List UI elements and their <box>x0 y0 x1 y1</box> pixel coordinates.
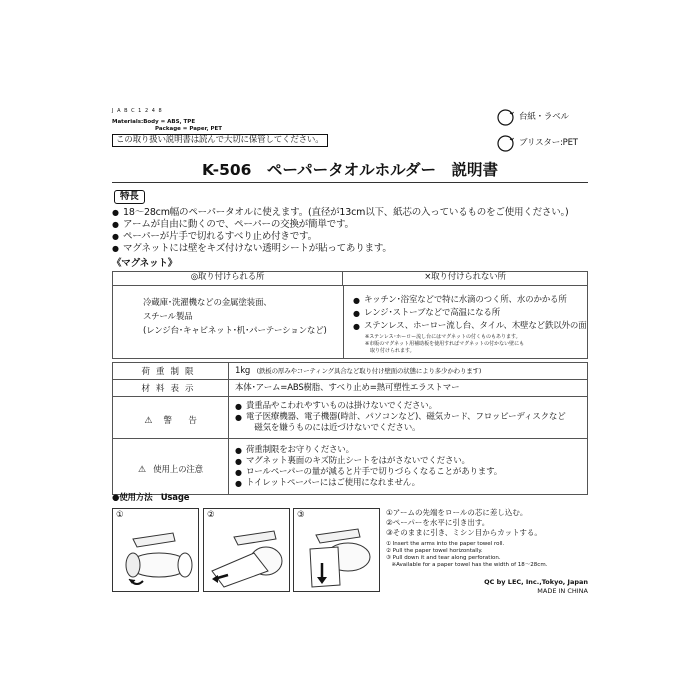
warning-icon: ⚠ <box>144 416 153 426</box>
recycle-plastic <box>497 135 578 152</box>
warning-label-cell <box>113 397 229 439</box>
feature-item: ● アームが自由に動くので、ペーパーの交換が簡単です。 <box>112 219 592 231</box>
caution-item: ● マグネット裏面のキズ防止シートをはがさないでください。 <box>235 456 587 467</box>
usage-steps-jp <box>386 508 586 538</box>
barcode-text: J A B C 1 2 4 8 <box>112 108 163 114</box>
ok-list <box>143 296 343 338</box>
page-title: K-506 ペーパータオルホルダー 説明書 <box>201 161 499 179</box>
usage-step-en: ③ Pull down it and tear along perforation. <box>386 555 501 561</box>
tear-down-illustration <box>294 509 381 593</box>
frame-number: ③ <box>297 510 305 520</box>
caution-item: ● 荷重制限をお守りください。 <box>235 445 587 456</box>
magnet-heading: 《マグネット》 <box>112 258 178 269</box>
load-note: (鉄板の厚みやコーティング具合など取り付け壁面の状態により多少かわります) <box>256 366 482 375</box>
usage-frame-2 <box>203 508 290 592</box>
usage-frame-1 <box>112 508 199 592</box>
frame-number: ① <box>116 510 124 520</box>
caution-label-cell <box>113 439 229 495</box>
warning-item: ● 電子医療機器、電子機器(時計、パソコンなど)、磁気カード、フロッピーディスクなど <box>235 412 587 423</box>
title-divider <box>112 182 588 183</box>
load-label: 荷重制限 <box>113 363 229 380</box>
caution-item: ● トイレットペーパーにはご使用になれません。 <box>235 478 587 489</box>
keep-notice: この取り扱い説明書は読んで大切に保管してください。 <box>112 134 328 147</box>
paper-recycle-icon <box>497 109 514 126</box>
warning-item: ● 貴重品やこわれやすいものは掛けないでください。 <box>235 401 587 412</box>
ng-list <box>353 294 589 333</box>
warning-label: 警 告 <box>163 416 197 426</box>
load-cell <box>229 363 588 380</box>
spec-table <box>112 362 588 495</box>
recycle-paper <box>497 109 569 126</box>
warning-item: 磁気を嫌うものには近づけないでください。 <box>246 423 421 433</box>
ok-line: 冷蔵庫･洗濯機などの金属塗装面、 <box>143 298 272 308</box>
usage-step-jp: ②ペーパーを水平に引き出す。 <box>386 518 490 527</box>
ng-item: ● キッチン･浴室などで特に水滴のつく所、水のかかる所 <box>353 294 589 307</box>
usage-step-en: ② Pull the paper towel horizontally. <box>386 548 483 554</box>
feature-item: ● 18～28cm幅のペーパータオルに使えます。(直径が13cm以下、紙芯の入っているものをご使用ください。) <box>112 207 592 219</box>
spec-row-caution <box>113 439 588 495</box>
magnet-divider <box>343 286 344 358</box>
recycle-paper-label: 台紙・ラベル <box>519 112 569 122</box>
ng-item: ● レンジ･ストーブなどで高温になる所 <box>353 307 589 320</box>
spec-row-warning <box>113 397 588 439</box>
feature-item: ● マグネットには壁をキズ付けない透明シートが貼ってあります。 <box>112 243 592 255</box>
recycle-plastic-label: ブリスター:PET <box>519 138 578 148</box>
ng-note: ※ステンレス･ホーロー流し台にはマグネットの付くものもあります。 <box>365 334 521 340</box>
spec-row-material <box>113 380 588 397</box>
caution-label: 使用上の注意 <box>153 465 203 475</box>
ng-note: 取り付けられます。 <box>365 348 415 354</box>
usage-heading: ●使用方法 Usage <box>112 493 190 503</box>
usage-frame-3 <box>293 508 380 592</box>
magnet-table <box>112 271 588 359</box>
ok-line: スチール製品 <box>143 312 193 322</box>
ng-note: ※市販のマグネット用補助板を使用すればマグネットの付かない壁にも <box>365 341 525 347</box>
materials-line-2: Package = Paper, PET <box>155 126 223 132</box>
ng-notes <box>365 334 587 355</box>
feature-item: ● ペーパーが片手で切れるすべり止め付きです。 <box>112 231 592 243</box>
usage-step-en: ① Insert the arms into the paper towel roll. <box>386 541 505 547</box>
warning-list <box>229 397 588 439</box>
caution-icon: ⚠ <box>138 465 147 475</box>
load-value: 1kg <box>235 365 251 376</box>
material-value: 本体･アーム=ABS樹脂、すべり止め=熱可塑性エラストマー <box>229 380 588 397</box>
made-in: MADE IN CHINA <box>537 587 588 595</box>
usage-steps-en <box>386 541 586 569</box>
features-list <box>112 207 592 255</box>
roll-insert-illustration <box>113 509 200 593</box>
usage-step-jp: ①アームの先端をロールの芯に差し込む。 <box>386 508 528 517</box>
usage-step-jp: ③そのままに引き、ミシン目からカットする。 <box>386 528 542 537</box>
ng-item: ● ステンレス、ホーロー流し台、タイル、木壁など鉄以外の面 <box>353 320 589 333</box>
ng-header: ×取り付けられない所 <box>343 272 587 286</box>
materials-line-1: Materials:Body = ABS, TPE <box>112 119 196 125</box>
caution-list <box>229 439 588 495</box>
caution-item: ● ロールペーパーの量が減ると片手で切りづらくなることがあります。 <box>235 467 587 478</box>
material-label: 材料表示 <box>113 380 229 397</box>
usage-step-en: ※Available for a paper towel has the width of 18～28cm. <box>386 562 548 568</box>
spec-row-load <box>113 363 588 380</box>
plastic-recycle-icon <box>497 135 514 152</box>
frame-number: ② <box>207 510 215 520</box>
qc-line: QC by LEC, Inc.,Tokyo, Japan <box>484 578 588 586</box>
ok-line: (レンジ台･キャビネット･机･パーテーションなど) <box>143 326 327 336</box>
features-heading: 特長 <box>114 190 145 204</box>
ok-header: ◎取り付けられる所 <box>113 272 343 286</box>
pull-horizontal-illustration <box>204 509 291 593</box>
